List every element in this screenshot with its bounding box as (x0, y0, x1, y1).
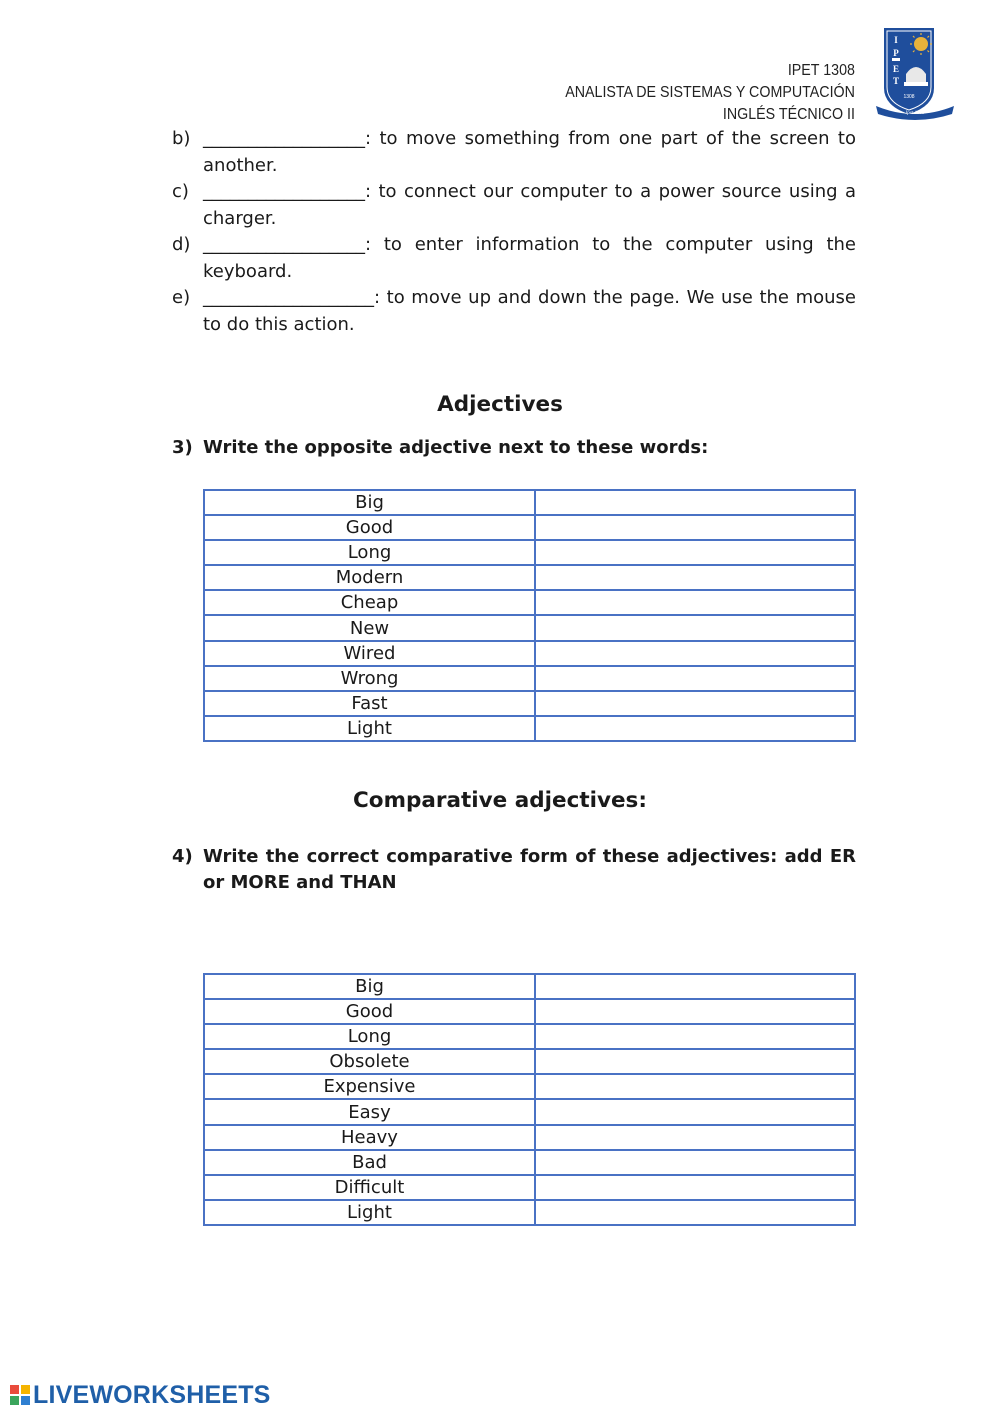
item-letter: d) (172, 234, 191, 255)
answer-blank[interactable]: __________________ (203, 234, 365, 255)
definitions-list (172, 126, 856, 338)
answer-blank[interactable]: __________________ (203, 128, 365, 149)
table-row (204, 1049, 855, 1074)
table-row (204, 1099, 855, 1124)
question-text: Write the opposite adjective next to these words: (203, 437, 709, 458)
word-cell: Expensive (204, 1074, 535, 1099)
answer-cell[interactable] (535, 1150, 855, 1175)
word-cell: Modern (204, 565, 535, 590)
section-title-adjectives: Adjectives (437, 392, 563, 417)
table-row (204, 691, 855, 716)
table-row (204, 540, 855, 565)
question-text: Write the correct comparative form of these adjectives: add ER or MORE and THAN (203, 846, 856, 893)
liveworksheets-wordmark: LIVEWORKSHEETS (33, 1380, 271, 1409)
header-line-program: ANALISTA DE SISTEMAS Y COMPUTACIÓN (565, 84, 855, 101)
word-cell: Light (204, 716, 535, 741)
answer-cell[interactable] (535, 615, 855, 640)
definition-item (172, 232, 856, 285)
comparatives-table (203, 973, 856, 1226)
table-row (204, 615, 855, 640)
question-3 (172, 435, 856, 461)
liveworksheets-mark-icon (10, 1385, 30, 1405)
table-row (204, 490, 855, 515)
answer-cell[interactable] (535, 666, 855, 691)
answer-cell[interactable] (535, 1074, 855, 1099)
word-cell: New (204, 615, 535, 640)
definition-text: : to move something from one part of the screen to another. (203, 128, 856, 176)
word-cell: Light (204, 1200, 535, 1225)
question-number: 4) (172, 846, 193, 867)
table-row (204, 1024, 855, 1049)
definition-item (172, 126, 856, 179)
definition-item (172, 285, 856, 338)
table-row (204, 1150, 855, 1175)
item-letter: b) (172, 128, 191, 149)
word-cell: Cheap (204, 590, 535, 615)
table-row (204, 1125, 855, 1150)
table-row (204, 590, 855, 615)
opposites-table (203, 489, 856, 742)
word-cell: Fast (204, 691, 535, 716)
logo-ribbon-text: Ipet 1308 (905, 111, 925, 116)
answer-cell[interactable] (535, 565, 855, 590)
definition-text: : to enter information to the computer using the keyboard. (203, 234, 856, 282)
word-cell: Difficult (204, 1175, 535, 1200)
answer-cell[interactable] (535, 641, 855, 666)
table-row (204, 666, 855, 691)
word-cell: Heavy (204, 1125, 535, 1150)
logo-letter-p: P (893, 48, 899, 58)
answer-cell[interactable] (535, 540, 855, 565)
table-row (204, 565, 855, 590)
table-row (204, 641, 855, 666)
question-4 (172, 844, 856, 896)
logo-letter-e: E (892, 64, 900, 74)
table-row (204, 999, 855, 1024)
word-cell: Wired (204, 641, 535, 666)
item-letter: e) (172, 287, 191, 308)
word-cell: Big (204, 490, 535, 515)
header-line-course: INGLÉS TÉCNICO II (722, 106, 855, 123)
answer-cell[interactable] (535, 1024, 855, 1049)
answer-cell[interactable] (535, 999, 855, 1024)
question-number: 3) (172, 437, 193, 458)
answer-cell[interactable] (535, 490, 855, 515)
word-cell: Long (204, 540, 535, 565)
definition-item (172, 179, 856, 232)
document-header (565, 60, 855, 126)
word-cell: Good (204, 999, 535, 1024)
word-cell: Long (204, 1024, 535, 1049)
word-cell: Bad (204, 1150, 535, 1175)
answer-cell[interactable] (535, 515, 855, 540)
answer-cell[interactable] (535, 1175, 855, 1200)
answer-cell[interactable] (535, 1125, 855, 1150)
header-line-school: IPET 1308 (787, 62, 855, 79)
table-row (204, 515, 855, 540)
logo-small-text: 1308 (903, 94, 915, 100)
word-cell: Big (204, 974, 535, 999)
answer-blank[interactable]: __________________ (203, 181, 365, 202)
word-cell: Wrong (204, 666, 535, 691)
section-title-comparative: Comparative adjectives: (353, 788, 647, 813)
answer-cell[interactable] (535, 1049, 855, 1074)
definition-text: : to connect our computer to a power source using a charger. (203, 181, 856, 229)
table-row (204, 1200, 855, 1225)
school-crest-logo (876, 26, 954, 121)
answer-cell[interactable] (535, 1200, 855, 1225)
answer-cell[interactable] (535, 716, 855, 741)
table-row (204, 1175, 855, 1200)
table-row (204, 1074, 855, 1099)
table-row (204, 974, 855, 999)
logo-letter-t: T (892, 76, 900, 86)
answer-blank[interactable]: ___________________ (203, 287, 374, 308)
answer-cell[interactable] (535, 1099, 855, 1124)
word-cell: Obsolete (204, 1049, 535, 1074)
answer-cell[interactable] (535, 974, 855, 999)
logo-letter-i: I (894, 35, 898, 45)
answer-cell[interactable] (535, 590, 855, 615)
definition-text: : to move up and down the page. We use the mouse to do this action. (203, 287, 856, 335)
answer-cell[interactable] (535, 691, 855, 716)
word-cell: Easy (204, 1099, 535, 1124)
liveworksheets-brand[interactable] (10, 1380, 271, 1410)
table-row (204, 716, 855, 741)
word-cell: Good (204, 515, 535, 540)
item-letter: c) (172, 181, 189, 202)
